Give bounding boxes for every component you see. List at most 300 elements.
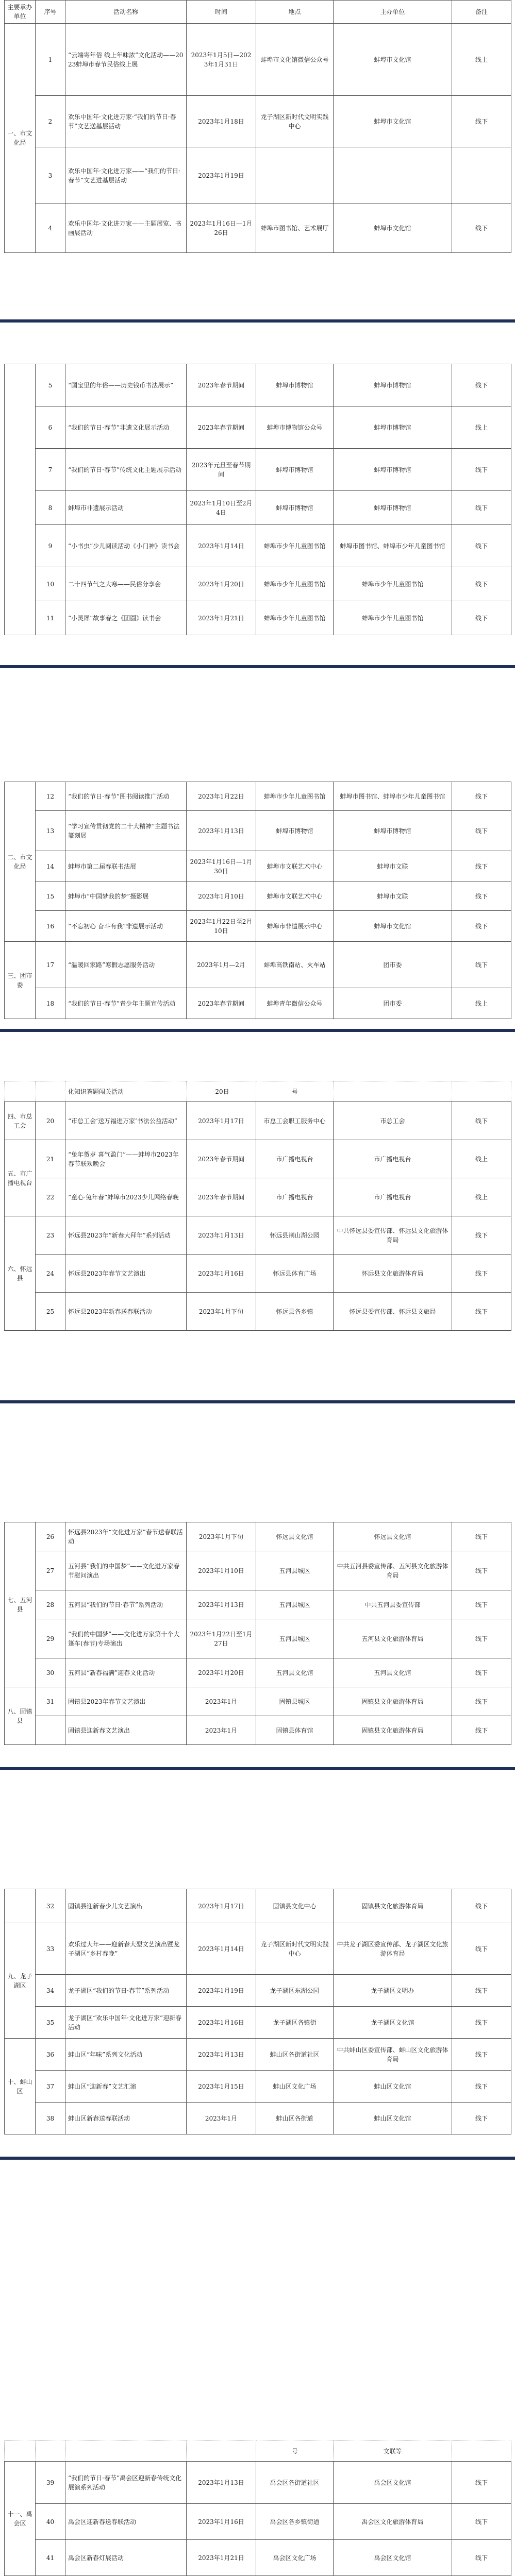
host-unit-cell [5,1889,36,1923]
seq-cell: 15 [36,882,65,911]
table-row [5,601,511,635]
organizer-cell: 禹会区文化馆 [334,2462,452,2504]
seq-cell: 18 [36,988,65,1019]
note-cell: 线下 [452,96,511,147]
activity-cell: 固镇县2023年春节文艺演出 [65,1687,187,1716]
note-cell: 线下 [452,811,511,851]
organizer-cell [334,147,452,204]
organizer-cell: 中共五河县委宣传部 [334,1590,452,1619]
table-row [5,942,511,988]
document-page [0,1770,515,2157]
time-cell [187,2441,256,2462]
seq-cell: 24 [36,1255,65,1293]
activity-cell: “我们的节日·春节”图书阅读推广活动 [65,782,187,811]
seq-cell: 36 [36,2039,65,2071]
activity-cell [65,2441,187,2462]
time-cell: 2023年1月14日 [187,1923,256,1975]
note-cell: 线下 [452,2007,511,2039]
activity-cell: “小灵犀”故事春之《团圆》读书会 [65,601,187,635]
organizer-cell: 中共怀远县委宣传部、怀远县文化旅游体育局 [334,1216,452,1255]
place-cell: 蚌埠市博物馆公众号 [256,406,334,449]
place-cell: 蚌埠市博物馆 [256,491,334,525]
host-unit-cell: 六、怀远县 [5,1216,36,1331]
host-unit-cell: 二、市文化局 [5,782,36,942]
organizer-cell: 蚌埠市博物馆 [334,364,452,406]
time-cell: 2023年1月17日 [187,1102,256,1140]
table-row [5,1716,511,1745]
time-cell: 2023年1月10日至2月4日 [187,491,256,525]
table-row [5,1522,511,1551]
place-cell: 蚌埠市博物馆 [256,811,334,851]
place-cell: 固镇县城区 [256,1687,334,1716]
time-cell: 2023年1月下旬 [187,1293,256,1331]
note-cell: 线下 [452,567,511,601]
note-cell: 线下 [452,525,511,567]
activity-table [4,2441,511,2576]
organizer-cell: 蚌山区文化馆 [334,2103,452,2134]
time-cell: 2023年1月20日 [187,1658,256,1687]
place-cell: 蚌埠青年微信公众号 [256,988,334,1019]
header-place: 地点 [256,1,334,24]
note-cell: 线下 [452,2462,511,2504]
note-cell: 线下 [452,364,511,406]
time-cell: 2023年1月5日—2023年1月31日 [187,24,256,96]
time-cell: 2023年春节期间 [187,988,256,1019]
seq-cell: 2 [36,96,65,147]
note-cell: 线下 [452,1687,511,1716]
time-cell: 2023年1月13日 [187,2462,256,2504]
place-cell: 蚌埠市博物馆 [256,364,334,406]
place-cell: 怀远县体育广场 [256,1255,334,1293]
note-cell: 线下 [452,1619,511,1658]
note-cell: 线上 [452,988,511,1019]
note-cell: 线下 [452,601,511,635]
seq-cell: 28 [36,1590,65,1619]
organizer-cell: 团市委 [334,988,452,1019]
time-cell: 2023年1月14日 [187,525,256,567]
time-cell: -20日 [187,1081,256,1102]
activity-cell: 蚌埠市非遗展示活动 [65,491,187,525]
table-row [5,851,511,882]
seq-cell: 26 [36,1522,65,1551]
time-cell: 2023年1月16日 [187,1255,256,1293]
host-unit-cell: 十、蚌山区 [5,2039,36,2134]
seq-cell: 7 [36,449,65,491]
place-cell: 蚌埠市非遗展示中心 [256,911,334,942]
time-cell: 2023年元旦至春节期间 [187,449,256,491]
note-cell: 线下 [452,449,511,491]
table-row [5,988,511,1019]
organizer-cell: 固镇县文化旅游体育局 [334,1716,452,1745]
time-cell: 2023年1月19日 [187,147,256,204]
seq-cell: 13 [36,811,65,851]
time-cell: 2023年1月13日 [187,1590,256,1619]
host-unit-cell: 十一、禹会区 [5,2462,36,2576]
header-time: 时间 [187,1,256,24]
note-cell: 线下 [452,1590,511,1619]
time-cell: 2023年1月13日 [187,2039,256,2071]
note-cell: 线上 [452,406,511,449]
seq-cell: 32 [36,1889,65,1923]
table-row [5,882,511,911]
activity-cell: “兔年贺岁 喜气盈门”——蚌埠市2023年春节联欢晚会 [65,1140,187,1178]
seq-cell: 11 [36,601,65,635]
table-row [5,204,511,253]
place-cell: 蚌埠市文联艺术中心 [256,851,334,882]
table-row [5,1216,511,1255]
note-cell [452,1081,511,1102]
document-page [0,323,515,665]
activity-table [4,1081,511,1331]
table-row [5,1178,511,1216]
organizer-cell: 蚌埠市文化馆 [334,24,452,96]
activity-cell: 怀远县2023年春节文艺演出 [65,1255,187,1293]
place-cell: 蚌埠市少年儿童图书馆 [256,601,334,635]
activity-cell: 欢乐中国年·文化进万家·“我们的节日·春节”文艺送基层活动 [65,96,187,147]
activity-cell: “我们的节日·春节”非遗文化展示活动 [65,406,187,449]
organizer-cell: 市广播电视台 [334,1140,452,1178]
table-row [5,449,511,491]
table-row [5,364,511,406]
activity-cell: “童心·兔年春”蚌埠市2023少儿网络春晚 [65,1178,187,1216]
note-cell: 线上 [452,1140,511,1178]
time-cell: 2023年1月13日 [187,1216,256,1255]
seq-cell [36,2441,65,2462]
organizer-cell: 蚌埠市文化馆 [334,96,452,147]
place-cell: 怀远县各乡镇 [256,1293,334,1331]
table-row [5,2039,511,2071]
note-cell: 线下 [452,2504,511,2540]
activity-cell: 蚌山区“年味”系列文化活动 [65,2039,187,2071]
activity-cell: 怀远县2023年“新春大拜年”系列活动 [65,1216,187,1255]
table-row [5,1889,511,1923]
activity-cell: 二十四节气之大寒——民俗分享会 [65,567,187,601]
note-cell: 线下 [452,1889,511,1923]
seq-cell: 23 [36,1216,65,1255]
organizer-cell: 市总工会 [334,1102,452,1140]
note-cell: 线下 [452,1293,511,1331]
host-unit-cell: 一、市文化局 [5,24,36,253]
seq-cell: 21 [36,1140,65,1178]
organizer-cell: 蚌埠市文化馆 [334,911,452,942]
time-cell: 2023年1月13日 [187,811,256,851]
place-cell: 号 [256,1081,334,1102]
note-cell: 线下 [452,782,511,811]
table-row [5,567,511,601]
activity-cell: 龙子湖区“我们的节日·春节”系列活动 [65,1975,187,2007]
activity-cell: “云端寄年俗 线上年味浓”文化活动——2023蚌埠市春节民俗线上展 [65,24,187,96]
time-cell: 2023年1月 [187,2103,256,2134]
note-cell: 线下 [452,1551,511,1590]
activity-cell: 蚌埠市“中国梦我的梦”摄影展 [65,882,187,911]
organizer-cell: 固镇县文化旅游体育局 [334,1687,452,1716]
note-cell: 线下 [452,882,511,911]
place-cell: 市广播电视台 [256,1140,334,1178]
place-cell: 蚌埠市少年儿童图书馆 [256,525,334,567]
seq-cell: 31 [36,1687,65,1716]
note-cell: 线上 [452,24,511,96]
place-cell: 市广播电视台 [256,1178,334,1216]
organizer-cell: 蚌埠市少年儿童图书馆 [334,601,452,635]
seq-cell: 30 [36,1658,65,1687]
note-cell: 线下 [452,851,511,882]
table-row [5,2504,511,2540]
place-cell: 号 [256,2441,334,2462]
table-row [5,911,511,942]
organizer-cell: 五河县文化馆 [334,1658,452,1687]
organizer-cell: 禹会区文化馆 [334,2540,452,2576]
organizer-cell: 怀远县文化馆 [334,1522,452,1551]
activity-cell: 五河县“我们的中国梦”——文化进万家春节慰问演出 [65,1551,187,1590]
seq-cell: 5 [36,364,65,406]
place-cell: 禹会区各街道社区 [256,2462,334,2504]
time-cell: 2023年1月 [187,1716,256,1745]
time-cell: 2023年1月16日—1月26日 [187,204,256,253]
place-cell: 蚌埠高铁南站、火车站 [256,942,334,988]
host-unit-cell [5,2441,36,2462]
note-cell [452,147,511,204]
seq-cell: 6 [36,406,65,449]
organizer-cell: 龙子湖区文化馆 [334,2007,452,2039]
activity-cell: “我们的中国梦”——文化进万家第十个大篷车(春节)专场演出 [65,1619,187,1658]
activity-cell: 五河县“新春福满”迎春文化活动 [65,1658,187,1687]
seq-cell: 27 [36,1551,65,1590]
time-cell: 2023年春节期间 [187,406,256,449]
host-unit-cell: 五、市广播电视台 [5,1140,36,1216]
seq-cell: 35 [36,2007,65,2039]
table-row [5,2441,511,2462]
host-unit-cell [5,364,36,635]
seq-cell: 37 [36,2071,65,2103]
table-row [5,2462,511,2504]
seq-cell: 4 [36,204,65,253]
table-row [5,1140,511,1178]
document-page [0,0,515,319]
table-row [5,1975,511,2007]
place-cell: 龙子湖区东湖公园 [256,1975,334,2007]
time-cell: 2023年1月—2月 [187,942,256,988]
table-row [5,2071,511,2103]
table-row [5,2103,511,2134]
host-unit-cell: 四、市总工会 [5,1102,36,1140]
organizer-cell: 蚌埠市少年儿童图书馆 [334,567,452,601]
table-row [5,2540,511,2576]
header-host-unit: 主要承办单位 [5,1,36,24]
time-cell: 2023年1月16日—1月30日 [187,851,256,882]
table-row [5,491,511,525]
table-row [5,811,511,851]
table-row [5,147,511,204]
organizer-cell: 怀远县文化旅游体育局 [334,1255,452,1293]
organizer-cell: 团市委 [334,942,452,988]
activity-cell: “不忘初心 奋斗有我”非遗展示活动 [65,911,187,942]
seq-cell: 8 [36,491,65,525]
table-row [5,406,511,449]
place-cell: 蚌埠市少年儿童图书馆 [256,567,334,601]
place-cell: 固镇县体育馆 [256,1716,334,1745]
activity-cell: “温暖回家路”寒假志愿服务活动 [65,942,187,988]
table-row [5,782,511,811]
organizer-cell: 蚌埠市博物馆 [334,406,452,449]
organizer-cell: 禹会区文化旅游体育局 [334,2504,452,2540]
table-row [5,525,511,567]
activity-cell: 五河县“我们的节日·春节”系列活动 [65,1590,187,1619]
organizer-cell: 蚌埠市文联 [334,851,452,882]
table-row [5,1590,511,1619]
note-cell: 线下 [452,1716,511,1745]
time-cell: 2023年1月10日 [187,1551,256,1590]
seq-cell [36,1081,65,1102]
time-cell: 2023年1月20日 [187,567,256,601]
note-cell: 线下 [452,2071,511,2103]
seq-cell: 3 [36,147,65,204]
place-cell: 五河县城区 [256,1619,334,1658]
place-cell: 蚌山区文化广场 [256,2071,334,2103]
time-cell: 2023年1月21日 [187,601,256,635]
activity-cell: 欢乐过大年——迎新春大型文艺演出暨龙子湖区“乡村春晚” [65,1923,187,1975]
organizer-cell [334,1081,452,1102]
activity-cell: “我们的节日·春节”青少年主题宣传活动 [65,988,187,1019]
seq-cell: 10 [36,567,65,601]
table-row [5,1687,511,1716]
place-cell: 蚌埠市博物馆 [256,449,334,491]
place-cell: 蚌埠市图书馆、艺术展厅 [256,204,334,253]
organizer-cell: 中共龙子湖区委宣传部、龙子湖区文化旅游体育局 [334,1923,452,1975]
organizer-cell: 蚌埠市博物馆 [334,491,452,525]
activity-table [4,0,511,253]
note-cell: 线下 [452,1216,511,1255]
table-row [5,1102,511,1140]
document-page [0,1403,515,1767]
place-cell: 蚌埠市少年儿童图书馆 [256,782,334,811]
activity-cell: 怀远县2023年“文化进万家”春节送春联活动 [65,1522,187,1551]
place-cell: 固镇县文化中心 [256,1889,334,1923]
header-seq: 序号 [36,1,65,24]
organizer-cell: 蚌埠市图书馆、蚌埠市少年儿童图书馆 [334,525,452,567]
time-cell: 2023年1月22日至2月10日 [187,911,256,942]
seq-cell [36,1716,65,1745]
host-unit-cell: 八、固镇县 [5,1687,36,1745]
note-cell: 线下 [452,1923,511,1975]
activity-cell: “国宝里的年俗——历史钱币书法展示” [65,364,187,406]
place-cell: 禹会区文化广场 [256,2540,334,2576]
note-cell: 线下 [452,1522,511,1551]
time-cell: 2023年1月21日 [187,2540,256,2576]
organizer-cell: 蚌埠市文联 [334,882,452,911]
place-cell: 怀远县文化馆 [256,1522,334,1551]
activity-table [4,364,511,635]
organizer-cell: 蚌埠市文化馆 [334,204,452,253]
time-cell: 2023年1月16日 [187,2504,256,2540]
time-cell: 2023年1月下旬 [187,1522,256,1551]
organizer-cell: 中共蚌山区委宣传部、蚌山区文化旅游体育局 [334,2039,452,2071]
seq-cell: 17 [36,942,65,988]
note-cell: 线下 [452,491,511,525]
activity-cell: “小书虫”少儿阅读活动《小门神》读书会 [65,525,187,567]
seq-cell: 12 [36,782,65,811]
table-row [5,1619,511,1658]
header-note: 备注 [452,1,511,24]
time-cell: 2023年1月17日 [187,1889,256,1923]
activity-cell: 龙子湖区“欢乐中国年·文化进万家”迎新春活动 [65,2007,187,2039]
organizer-cell: 文联等 [334,2441,452,2462]
organizer-cell: 蚌埠市博物馆 [334,449,452,491]
note-cell: 线下 [452,2540,511,2576]
time-cell: 2023年春节期间 [187,1178,256,1216]
note-cell: 线上 [452,1178,511,1216]
time-cell: 2023年1月15日 [187,2071,256,2103]
note-cell: 线下 [452,911,511,942]
table-row [5,1255,511,1293]
document-page [0,668,515,1029]
note-cell [452,2441,511,2462]
activity-cell: 固镇县迎新春文艺演出 [65,1716,187,1745]
activity-cell: “我们的节日·春节”禹会区迎新春传统文化展演系列活动 [65,2462,187,2504]
seq-cell: 33 [36,1923,65,1975]
place-cell: 五河县文化馆 [256,1658,334,1687]
seq-cell: 1 [36,24,65,96]
organizer-cell: 中共五河县委宣传部、五河县文化旅游体育局 [334,1551,452,1590]
table-row [5,1551,511,1590]
organizer-cell: 市广播电视台 [334,1178,452,1216]
activity-table [4,1522,511,1745]
place-cell: 禹会区各乡镇街道 [256,2504,334,2540]
activity-cell: 化知识答题闯关活动 [65,1081,187,1102]
seq-cell: 9 [36,525,65,567]
place-cell: 龙子湖区新时代文明实践中心 [256,1923,334,1975]
place-cell [256,147,334,204]
table-row [5,2007,511,2039]
table-row [5,1081,511,1102]
place-cell: 五河县城区 [256,1590,334,1619]
document-page [0,1032,515,1400]
table-row [5,1658,511,1687]
place-cell: 蚌山区各街道社区 [256,2039,334,2071]
organizer-cell: 蚌埠市图书馆、蚌埠市少年儿童图书馆 [334,782,452,811]
note-cell: 线下 [452,204,511,253]
header-organizer: 主办单位 [334,1,452,24]
seq-cell: 41 [36,2540,65,2576]
header-activity: 活动名称 [65,1,187,24]
activity-table [4,782,511,1019]
organizer-cell: 怀远县委宣传部、怀远县文旅局 [334,1293,452,1331]
organizer-cell: 蚌山区文化馆 [334,2071,452,2103]
activity-cell: “市总工会‘送万福进万家’书法公益活动” [65,1102,187,1140]
seq-cell: 34 [36,1975,65,2007]
note-cell: 线下 [452,2039,511,2071]
time-cell: 2023年1月 [187,1687,256,1716]
host-unit-cell: 七、五河县 [5,1522,36,1687]
place-cell: 龙子湖区新时代文明实践中心 [256,96,334,147]
time-cell: 2023年1月10日 [187,882,256,911]
time-cell: 2023年1月18日 [187,96,256,147]
organizer-cell: 固镇县文化旅游体育局 [334,1889,452,1923]
time-cell: 2023年1月19日 [187,1975,256,2007]
activity-cell: 怀远县2023年新春送春联活动 [65,1293,187,1331]
note-cell: 线下 [452,942,511,988]
seq-cell: 29 [36,1619,65,1658]
activity-cell: 禹会区新春灯展活动 [65,2540,187,2576]
host-unit-cell [5,1081,36,1102]
seq-cell: 40 [36,2504,65,2540]
activity-cell: “我们的节日·春节”传统文化主题展示活动 [65,449,187,491]
table-row [5,96,511,147]
table-row [5,1923,511,1975]
activity-cell: 欢乐中国年·文化进万家——主题展览、书画展活动 [65,204,187,253]
document-page [0,2160,515,2576]
place-cell: 蚌埠市文联艺术中心 [256,882,334,911]
time-cell: 2023年1月22日 [187,782,256,811]
